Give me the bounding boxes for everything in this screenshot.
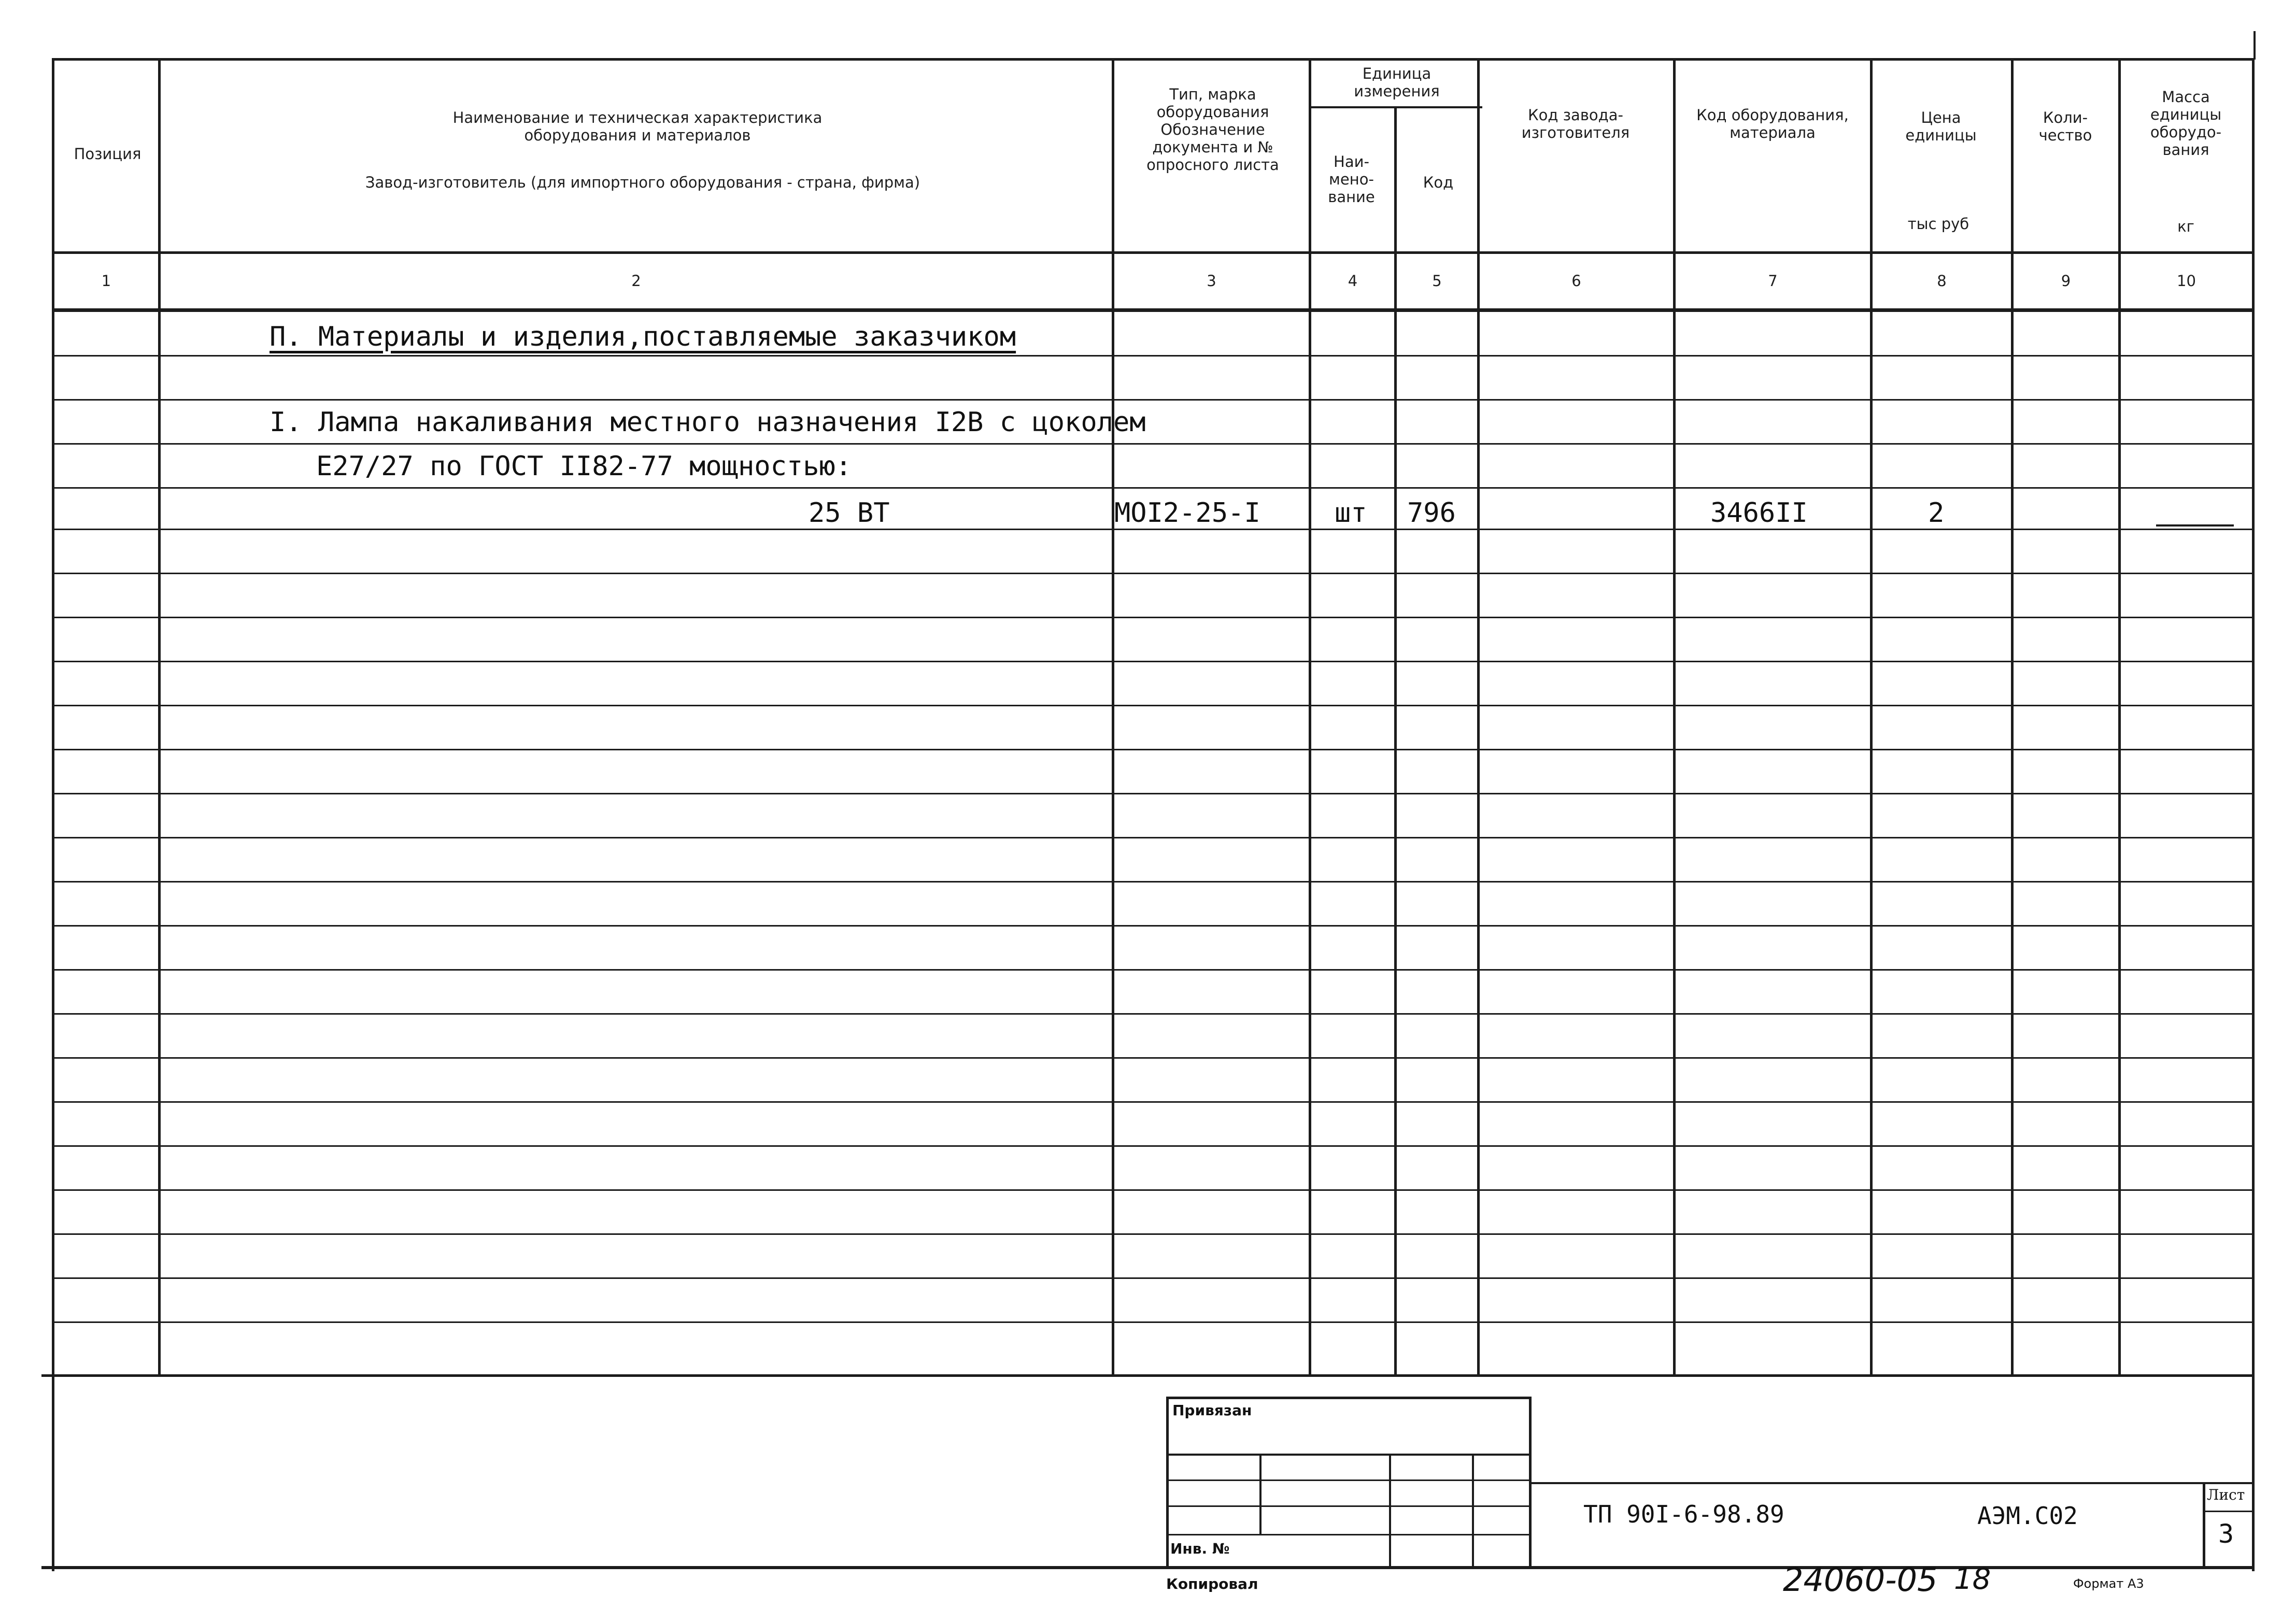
archive-sheet: 18: [1954, 1562, 1991, 1596]
format-label: Формат А3: [2073, 1576, 2144, 1591]
item-description-line-1: I. Лампа накаливания местного назначения I2В с цоколем: [270, 407, 1146, 438]
column-number: 10: [2177, 272, 2196, 290]
column-number: 2: [631, 272, 641, 290]
header-name-subtitle: Завод-изготовитель (для импортного оборудования - страна, фирма): [365, 174, 920, 191]
tb-line: [1166, 1505, 1532, 1507]
header-bottom-line: [52, 251, 2255, 254]
tb-code-line: [1529, 1482, 2255, 1484]
col-line-3: [1309, 58, 1311, 1377]
row-material-code: 3466II: [1710, 497, 1808, 529]
col-line-6: [1673, 58, 1676, 1377]
tb-divider: [1259, 1454, 1262, 1534]
header-mass-unit: кг: [2177, 218, 2194, 235]
inv-number-label: Инв. №: [1170, 1540, 1230, 1557]
row-unit-code: 796: [1407, 497, 1456, 529]
row-name: 25 ВТ: [809, 497, 890, 529]
table-end-line: [41, 1374, 2255, 1377]
numbers-bottom-line: [52, 308, 2255, 312]
header-factory-code: Код завода-изготовителя: [1521, 106, 1630, 141]
column-number: 3: [1207, 272, 1216, 290]
row-line: [52, 925, 2255, 927]
row-line: [52, 793, 2255, 794]
row-line: [52, 881, 2255, 883]
tb-line: [1166, 1479, 1532, 1481]
row-line: [52, 1277, 2255, 1279]
sheet-number: 3: [2218, 1519, 2234, 1549]
header-position: Позиция: [74, 145, 141, 163]
row-line: [52, 1057, 2255, 1059]
document-mark: АЭМ.С02: [1977, 1502, 2078, 1530]
sheet-label: Лист: [2207, 1486, 2245, 1503]
document-code: ТП 90I-6-98.89: [1583, 1500, 1784, 1528]
unit-group-line: [1311, 106, 1482, 108]
row-line: [52, 617, 2255, 618]
row-line: [52, 573, 2255, 574]
row-line: [52, 1101, 2255, 1103]
tb-top: [1166, 1397, 1532, 1399]
row-line: [52, 1321, 2255, 1323]
row-line: [52, 749, 2255, 750]
header-name-title: Наименование и техническая характеристика оборудования и материалов: [452, 109, 823, 144]
column-number: 5: [1432, 272, 1442, 290]
tb-left: [1166, 1397, 1169, 1568]
row-price: 2: [1928, 497, 1945, 529]
row-unit-name: шт: [1335, 497, 1367, 529]
privyazan-label: Привязан: [1172, 1402, 1252, 1419]
column-number: 7: [1768, 272, 1778, 290]
column-number: 1: [101, 272, 111, 290]
row-line: [52, 355, 2255, 357]
header-type: Тип, марка оборудования Обозначение документа и № опросного листа: [1146, 86, 1279, 174]
column-number: 8: [1937, 272, 1947, 290]
header-quantity: Коли-чество: [2038, 109, 2092, 144]
row-line: [52, 487, 2255, 489]
col-line-8: [2011, 58, 2014, 1377]
frame-top: [52, 58, 2255, 61]
tb-divider: [1472, 1454, 1474, 1568]
row-line: [52, 1233, 2255, 1235]
row-line: [52, 529, 2255, 530]
header-price: Цена единицы: [1905, 109, 1977, 144]
row-line: [52, 1189, 2255, 1191]
tb-sheet-line: [2203, 1511, 2255, 1512]
corner-mark: [2254, 31, 2256, 60]
header-mass: Масса единицы оборудо-вания: [2150, 88, 2222, 159]
col-line-2: [1112, 58, 1114, 1377]
col-line-7: [1870, 58, 1873, 1377]
row-line: [52, 661, 2255, 662]
column-number: 4: [1348, 272, 1358, 290]
kopiroval-label: Копировал: [1166, 1575, 1258, 1592]
header-unit-code: Код: [1423, 174, 1454, 191]
row-type: МОI2-25-I: [1114, 497, 1260, 529]
row-line: [52, 443, 2255, 445]
column-number: 6: [1571, 272, 1581, 290]
tb-line: [1166, 1454, 1532, 1456]
frame-right: [2252, 58, 2255, 1571]
header-unit-group: Единица измерения: [1354, 65, 1440, 100]
col-line-1: [158, 58, 161, 1377]
row-line: [52, 399, 2255, 401]
row-line: [52, 1145, 2255, 1147]
section-title: П. Материалы и изделия,поставляемые заказчиком: [270, 321, 1016, 352]
row-line: [52, 969, 2255, 971]
tb-divider: [1389, 1454, 1391, 1568]
tb-line: [1166, 1534, 1532, 1535]
col-line-9: [2118, 58, 2121, 1377]
col-line-4: [1394, 106, 1397, 1377]
row-line: [52, 837, 2255, 838]
header-price-unit: тыс руб: [1907, 215, 1969, 233]
archive-number: 24060-05: [1783, 1561, 1938, 1599]
row-line: [52, 705, 2255, 706]
mass-dash: [2156, 524, 2234, 527]
header-material-code: Код оборудования, материала: [1696, 106, 1849, 141]
item-description-line-2: Е27/27 по ГОСТ II82-77 мощностью:: [316, 451, 852, 482]
column-number: 9: [2061, 272, 2071, 290]
row-line: [52, 1013, 2255, 1015]
tb-sheet-divider: [2203, 1482, 2205, 1568]
header-unit-name: Наи-мено-вание: [1328, 153, 1375, 206]
col-line-5: [1477, 58, 1480, 1377]
